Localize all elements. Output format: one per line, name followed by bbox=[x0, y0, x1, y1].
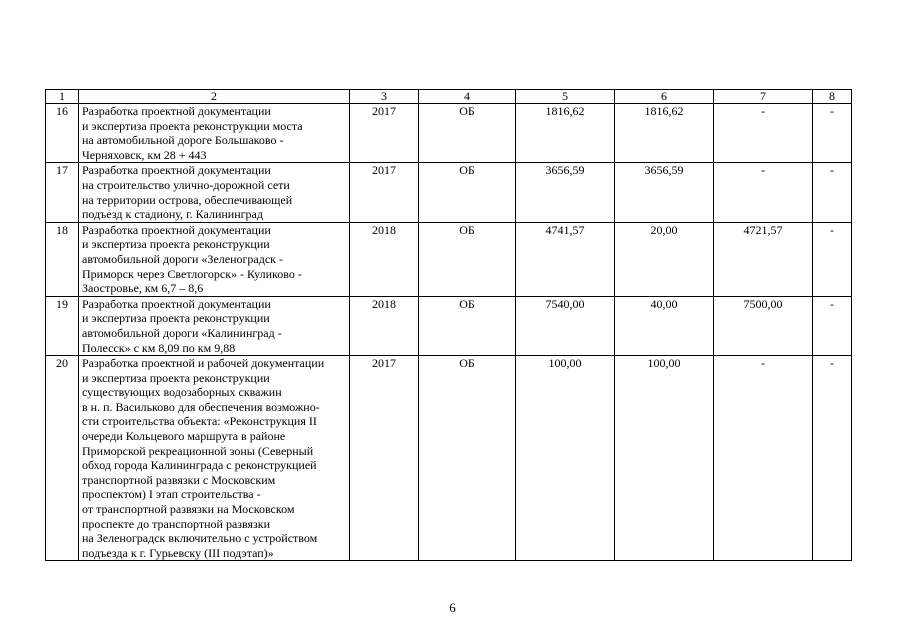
table-row bbox=[46, 296, 852, 355]
row-description: Разработка проектной документации и экспертиза проекта реконструкции моста на автомобильной дороге Большаково - Черняховск, км 28 + 443 bbox=[79, 104, 350, 163]
header-cell-2: 2 bbox=[79, 90, 350, 104]
row-year: 2017 bbox=[350, 356, 419, 561]
row-year: 2017 bbox=[350, 104, 419, 163]
row-funding-source: ОБ bbox=[419, 356, 516, 561]
row-col7: - bbox=[714, 163, 813, 222]
row-funding-source: ОБ bbox=[419, 104, 516, 163]
header-row bbox=[46, 90, 852, 104]
row-year: 2017 bbox=[350, 163, 419, 222]
row-col7: - bbox=[714, 104, 813, 163]
row-description: Разработка проектной документации и экспертиза проекта реконструкции автомобильной дороги «Зеленоградск - Приморск через Светлогорск» - Куликово - Заостровье, км 6,7 – 8,6 bbox=[79, 222, 350, 296]
row-number: 16 bbox=[46, 104, 79, 163]
row-col6: 3656,59 bbox=[615, 163, 714, 222]
row-col8: - bbox=[813, 356, 852, 561]
table-row bbox=[46, 104, 852, 163]
document-table bbox=[45, 89, 852, 561]
page-number: 6 bbox=[449, 600, 456, 615]
row-description: Разработка проектной документации и экспертиза проекта реконструкции автомобильной дороги «Калининград - Полесск» с км 8,09 по км 9,88 bbox=[79, 296, 350, 355]
row-year: 2018 bbox=[350, 296, 419, 355]
row-col6: 40,00 bbox=[615, 296, 714, 355]
row-number: 19 bbox=[46, 296, 79, 355]
row-funding-source: ОБ bbox=[419, 296, 516, 355]
row-col6: 1816,62 bbox=[615, 104, 714, 163]
row-funding-source: ОБ bbox=[419, 222, 516, 296]
row-description: Разработка проектной и рабочей документации и экспертиза проекта реконструкции существующих водозаборных скважин в н. п. Васильково для обеспечения возможно- сти строительства объекта: «Реконструкция II очереди Кольцевого маршрута в районе Приморской рекреационной зоны (Северный обход города Калининграда с реконструкцией транспортной развязки с Московским проспектом) I этап строительства - от транспортной развязки на Московском проспекте до транспортной развязки на Зеленоградск включительно с устройством подъезда к г. Гурьевску (III подэтап)» bbox=[79, 356, 350, 561]
row-col8: - bbox=[813, 296, 852, 355]
row-col6: 20,00 bbox=[615, 222, 714, 296]
table-row bbox=[46, 163, 852, 222]
header-cell-7: 7 bbox=[714, 90, 813, 104]
header-cell-8: 8 bbox=[813, 90, 852, 104]
row-total: 3656,59 bbox=[516, 163, 615, 222]
row-funding-source: ОБ bbox=[419, 163, 516, 222]
row-col8: - bbox=[813, 104, 852, 163]
row-col8: - bbox=[813, 222, 852, 296]
row-total: 100,00 bbox=[516, 356, 615, 561]
row-col7: - bbox=[714, 356, 813, 561]
header-cell-1: 1 bbox=[46, 90, 79, 104]
row-total: 7540,00 bbox=[516, 296, 615, 355]
header-cell-4: 4 bbox=[419, 90, 516, 104]
row-number: 17 bbox=[46, 163, 79, 222]
row-total: 1816,62 bbox=[516, 104, 615, 163]
header-cell-6: 6 bbox=[615, 90, 714, 104]
row-year: 2018 bbox=[350, 222, 419, 296]
table-row bbox=[46, 356, 852, 561]
row-number: 18 bbox=[46, 222, 79, 296]
header-cell-5: 5 bbox=[516, 90, 615, 104]
row-col6: 100,00 bbox=[615, 356, 714, 561]
row-col7: 4721,57 bbox=[714, 222, 813, 296]
row-col8: - bbox=[813, 163, 852, 222]
row-number: 20 bbox=[46, 356, 79, 561]
row-total: 4741,57 bbox=[516, 222, 615, 296]
header-cell-3: 3 bbox=[350, 90, 419, 104]
table-row bbox=[46, 222, 852, 296]
row-description: Разработка проектной документации на строительство улично-дорожной сети на территории острова, обеспечивающей подъезд к стадиону, г. Калининград bbox=[79, 163, 350, 222]
row-col7: 7500,00 bbox=[714, 296, 813, 355]
